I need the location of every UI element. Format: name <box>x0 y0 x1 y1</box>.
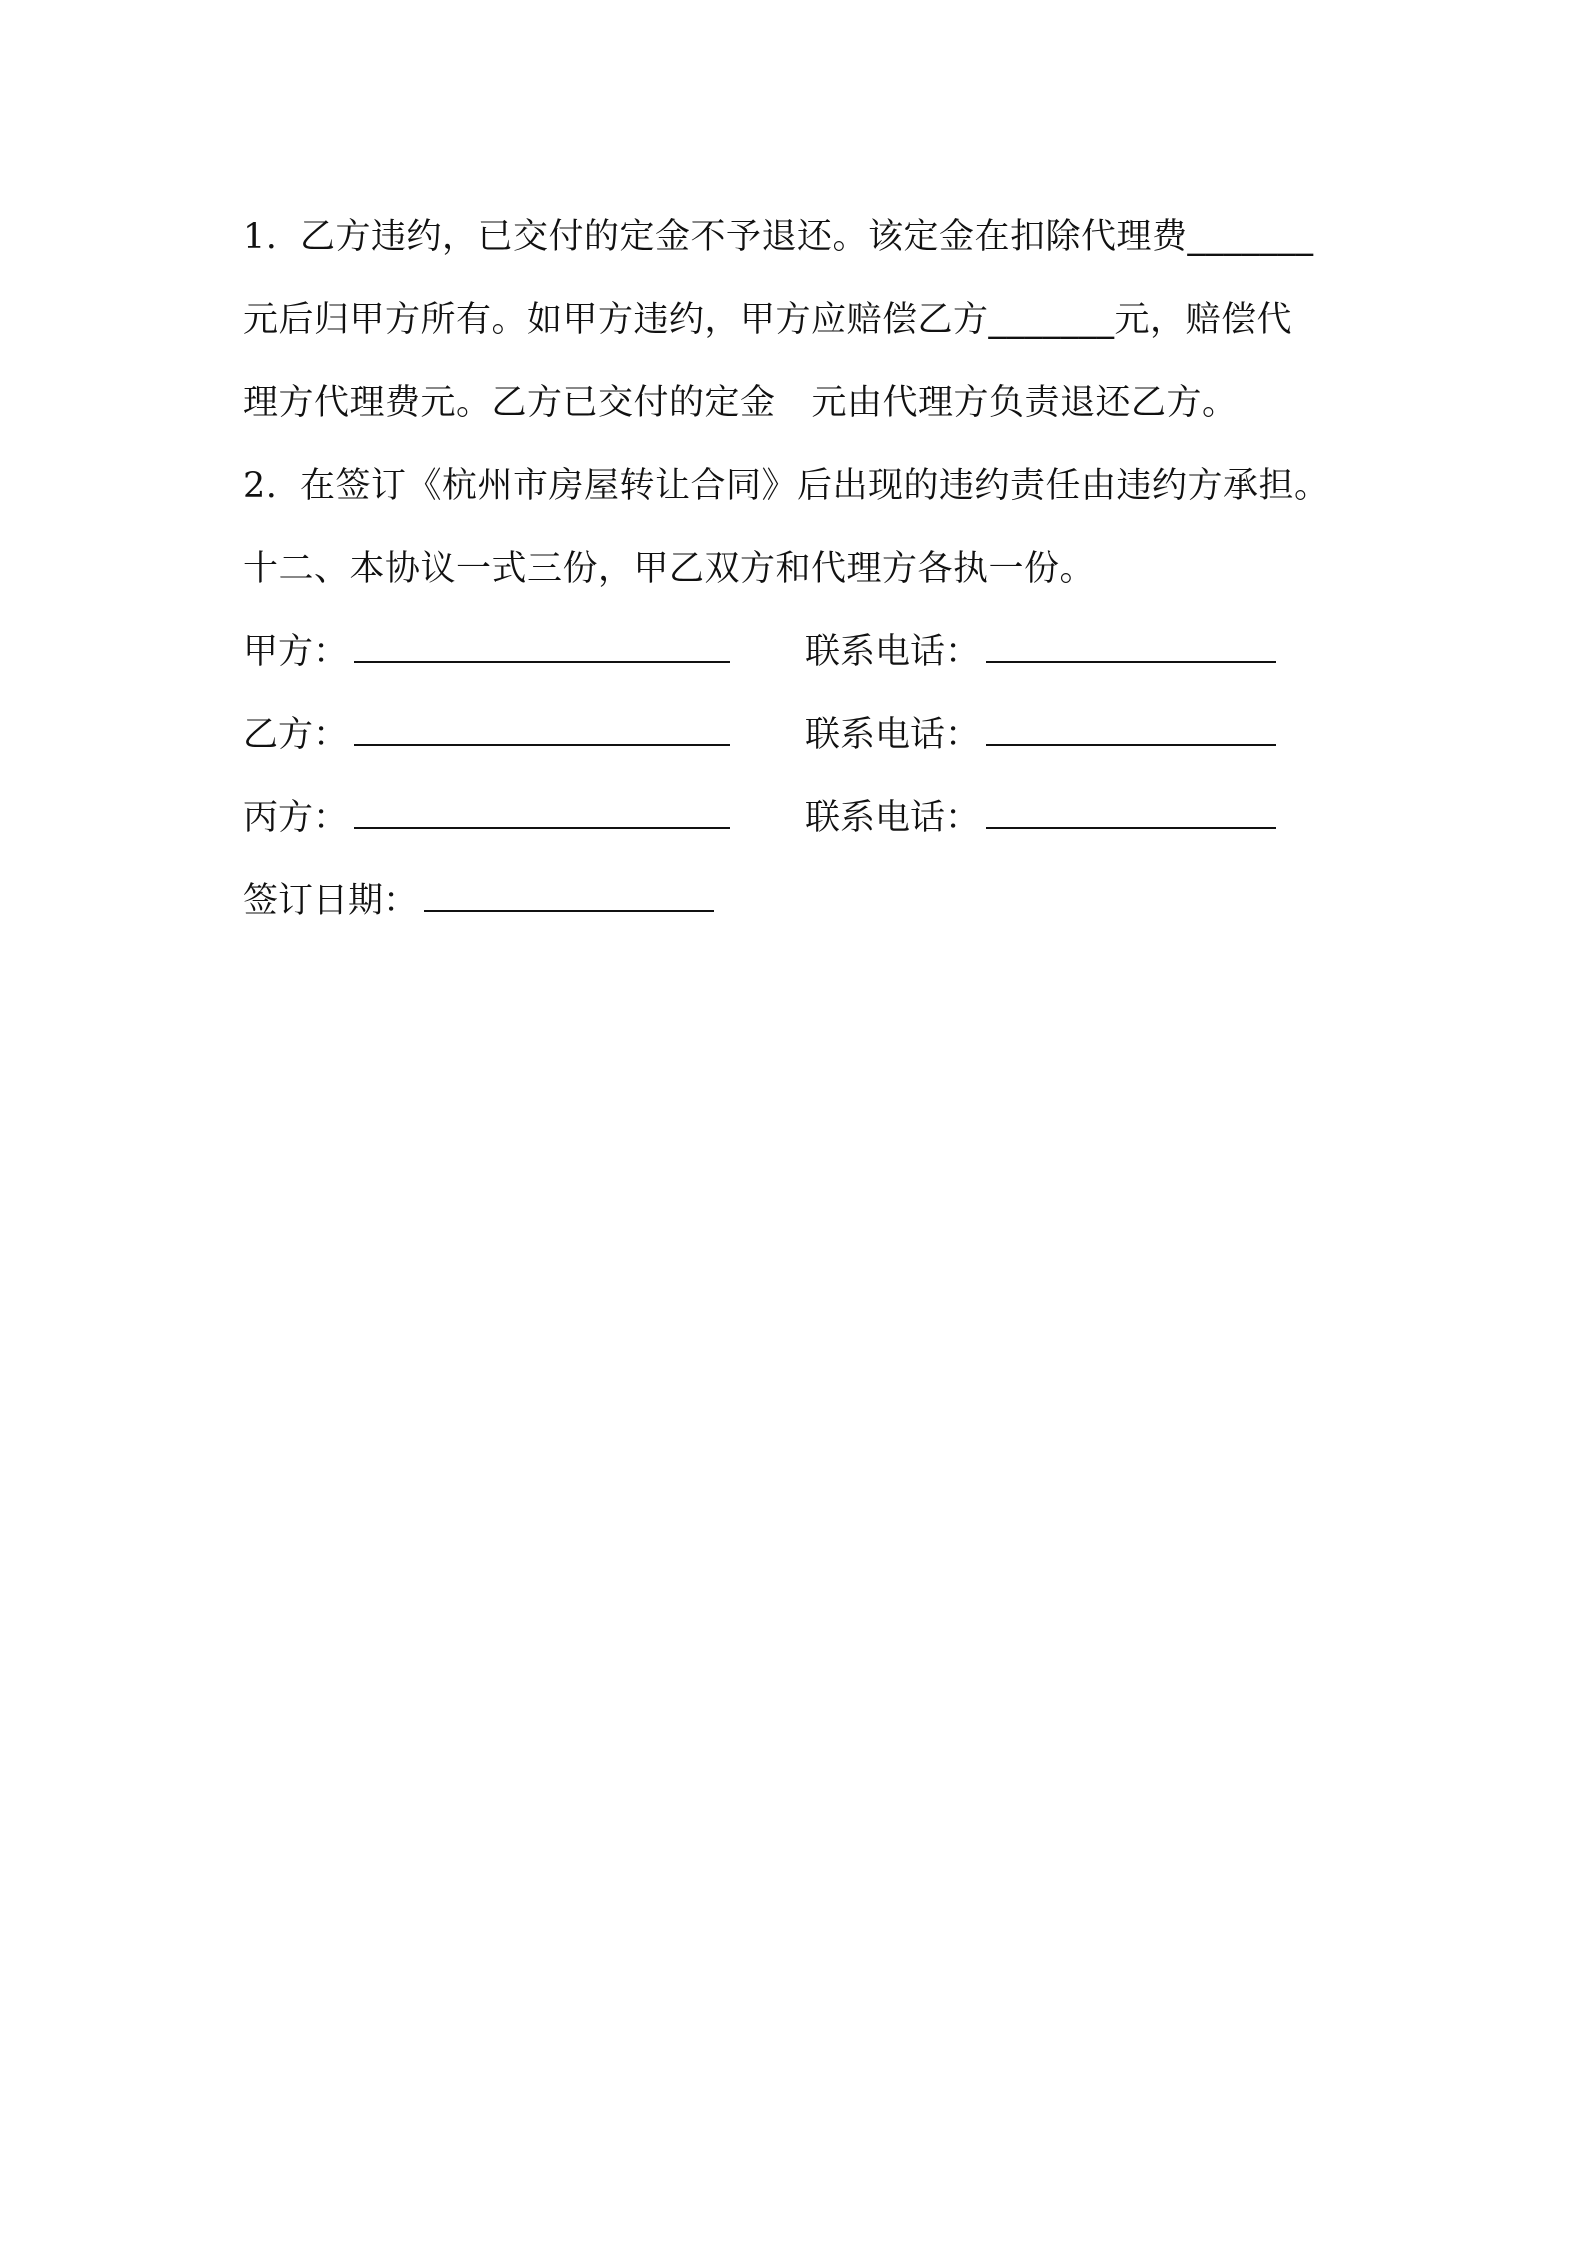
party-b-row <box>243 694 1383 777</box>
clause-1-text-3a: 理方代理费元。乙方已交付的定金 <box>243 383 776 423</box>
party-a-phone-label: 联系电话： <box>805 632 981 672</box>
clause-2-number: 2. <box>243 466 278 506</box>
party-a-label: 甲方： <box>243 632 349 672</box>
clause-1-line-3 <box>243 362 1383 445</box>
clause-12-text: 十二、本协议一式三份，甲乙双方和代理方各执一份。 <box>243 549 1096 589</box>
clause-1-text-1: 乙方违约，已交付的定金不予退还。该定金在扣除代理费_______ <box>300 217 1314 257</box>
party-b-phone-blank[interactable] <box>986 714 1276 746</box>
clause-1-number: 1. <box>243 217 278 257</box>
party-b-field <box>243 694 730 777</box>
party-c-row <box>243 777 1383 860</box>
party-c-phone-blank[interactable] <box>986 797 1276 829</box>
party-c-label: 丙方： <box>243 798 349 838</box>
party-b-phone-label: 联系电话： <box>805 715 981 755</box>
document-body <box>243 196 1383 943</box>
clause-1-line-2 <box>243 279 1383 362</box>
sign-date-blank[interactable] <box>424 880 714 912</box>
clause-2-line <box>243 445 1383 528</box>
party-b-phone-field <box>805 694 1276 777</box>
sign-date-label: 签订日期： <box>243 881 419 921</box>
clause-2-text: 在签订《杭州市房屋转让合同》后出现的违约责任由违约方承担。 <box>300 466 1330 506</box>
party-b-label: 乙方： <box>243 715 349 755</box>
party-a-row <box>243 611 1383 694</box>
party-a-phone-blank[interactable] <box>986 631 1276 663</box>
clause-1-text-2: 元后归甲方所有。如甲方违约，甲方应赔偿乙方_______元，赔偿代 <box>243 300 1293 340</box>
party-c-phone-field <box>805 777 1276 860</box>
clause-1-line-1 <box>243 196 1383 279</box>
party-a-field <box>243 611 730 694</box>
party-c-field <box>243 777 730 860</box>
clause-1-text-3b: 元由代理方负责退还乙方。 <box>811 383 1238 423</box>
clause-12-line <box>243 528 1383 611</box>
party-a-blank[interactable] <box>354 631 730 663</box>
party-c-phone-label: 联系电话： <box>805 798 981 838</box>
party-b-blank[interactable] <box>354 714 730 746</box>
sign-date-field <box>243 860 714 943</box>
sign-date-row <box>243 860 1383 943</box>
party-c-blank[interactable] <box>354 797 730 829</box>
party-a-phone-field <box>805 611 1276 694</box>
